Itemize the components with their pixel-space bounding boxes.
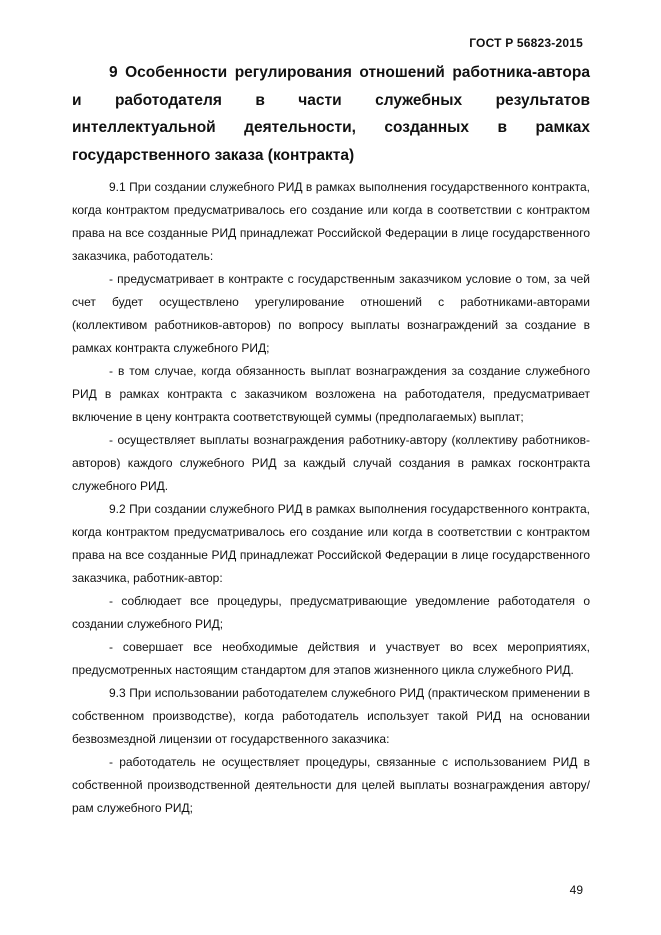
list-item-contract-condition: - предусматривает в контракте с государственным заказчиком условие о том, за чей счет будет осуществлено урегулирование отношений с работниками-авторами (коллективом работников-авторов) по вопросу выплаты вознаграждений за создание в рамках контракта служебного РИД;	[72, 272, 590, 355]
list-item-notification: - соблюдает все процедуры, предусматривающие уведомление работодателя о создании служебного РИД;	[72, 594, 590, 631]
body-text	[72, 176, 590, 820]
paragraph-9-3: 9.3 При использовании работодателем служебного РИД (практическом применении в собственном производстве), когда работодатель использует такой РИД на основании безвозмездной лицензии от государственного заказчика:	[72, 686, 590, 746]
list-item-actions: - совершает все необходимые действия и участвует во всех мероприятиях, предусмотренных настоящим стандартом для этапов жизненного цикла служебного РИД.	[72, 640, 590, 677]
list-item-payments: - осуществляет выплаты вознаграждения работнику-автору (коллективу работников-авторов) каждого служебного РИД за каждый случай создания в рамках госконтракта служебного РИД.	[72, 433, 590, 493]
document-code: ГОСТ Р 56823-2015	[469, 36, 583, 50]
paragraph-9-2: 9.2 При создании служебного РИД в рамках выполнения государственного контракта, когда контрактом предусматривалось его создание или когда в соответствии с контрактом права на все созданные РИД принадлежат Российской Федерации в лице государственного заказчика, работник-автор:	[72, 502, 590, 585]
paragraph-9-1: 9.1 При создании служебного РИД в рамках выполнения государственного контракта, когда контрактом предусматривалось его создание или когда в соответствии с контрактом права на все созданные РИД принадлежат Российской Федерации в лице государственного заказчика, работодатель:	[72, 180, 590, 263]
list-item-procedures: - работодатель не осуществляет процедуры, связанные с использованием РИД в собственной производственной деятельности для целей выплаты вознаграждения автору/рам служебного РИД;	[72, 755, 590, 815]
page-number: 49	[569, 883, 583, 897]
section-heading: 9 Особенности регулирования отношений работника-автора и работодателя в части служебных результатов интеллектуальной деятельности, созданных в рамках государственного заказа (контракта)	[72, 64, 590, 164]
list-item-contract-price: - в том случае, когда обязанность выплат вознаграждения за создание служебного РИД в рамках контракта с заказчиком возложена на работодателя, предусматривает включение в цену контракта соответствующей суммы (предполагаемых) выплат;	[72, 364, 590, 424]
